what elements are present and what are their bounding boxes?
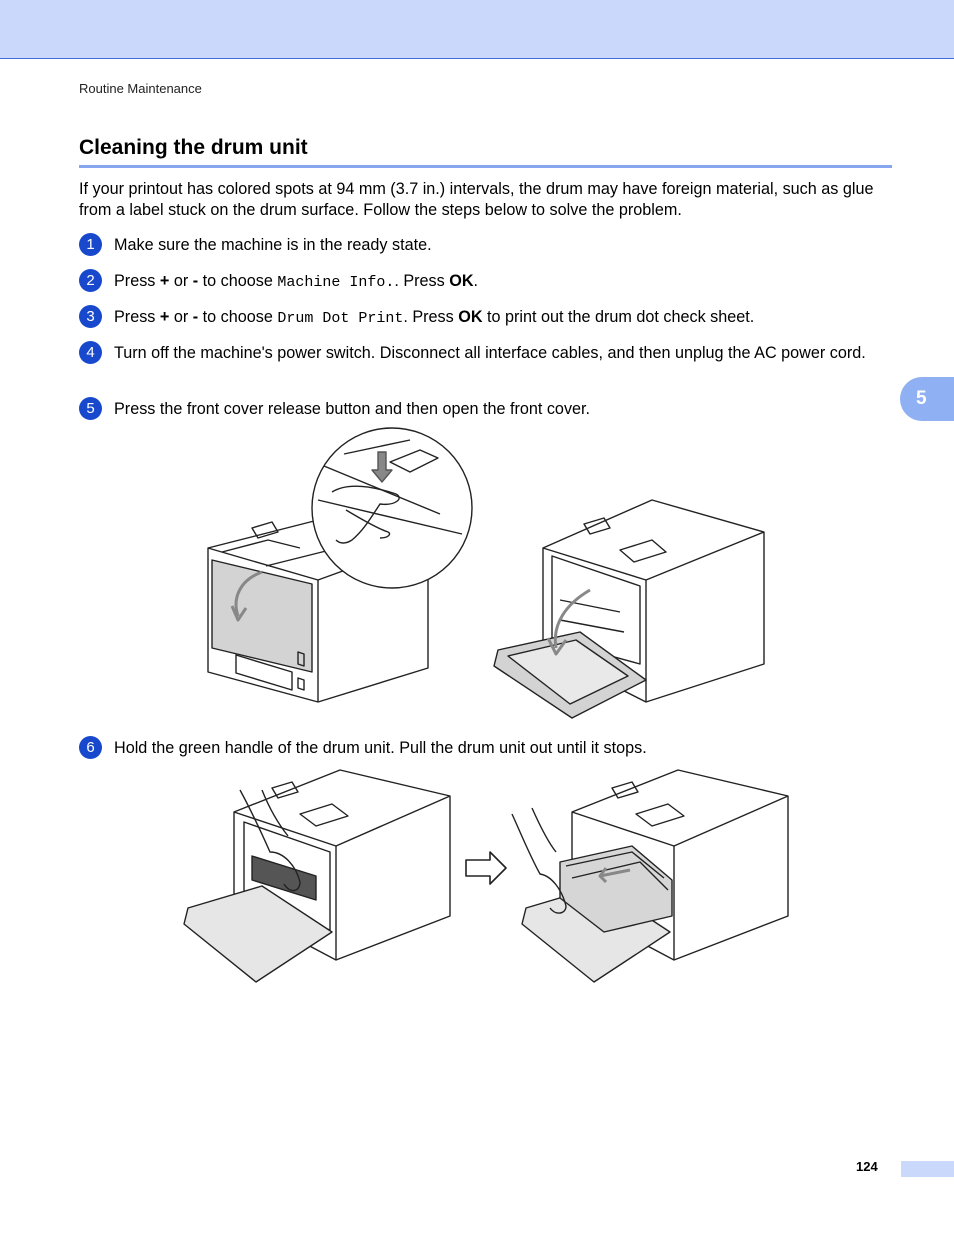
step-number: 4: [79, 341, 102, 364]
printer-illustration-open: [494, 500, 764, 718]
section-title: Cleaning the drum unit: [79, 136, 308, 159]
title-rule: [79, 165, 892, 168]
page-number: 124: [856, 1159, 878, 1174]
step-text: Press + or - to choose Drum Dot Print. Press OK to print out the drum dot check sheet.: [114, 308, 755, 327]
step-number: 5: [79, 397, 102, 420]
step-number: 2: [79, 269, 102, 292]
arrow-right-icon: [466, 852, 506, 884]
callout-magnifier: [312, 428, 472, 588]
step-number: 1: [79, 233, 102, 256]
figure-open-front-cover: [0, 424, 954, 724]
page-tab: [901, 1161, 954, 1177]
intro-paragraph: If your printout has colored spots at 94 mm (3.7 in.) intervals, the drum may have foreign material, such as glue from a label stuck on the drum surface. Follow the steps below to solve the problem.: [79, 180, 874, 219]
step-text: Press + or - to choose Machine Info.. Press OK.: [114, 272, 479, 291]
menu-item: Machine Info.: [277, 274, 395, 291]
printer-illustration-drum-in: [184, 770, 450, 982]
step-number: 6: [79, 736, 102, 759]
step-text: Make sure the machine is in the ready state.: [114, 236, 432, 254]
running-head: Routine Maintenance: [79, 81, 202, 96]
step-text: Turn off the machine's power switch. Disconnect all interface cables, and then unplug the AC power cord.: [114, 344, 866, 362]
chapter-tab: 5: [900, 377, 954, 421]
step-number: 3: [79, 305, 102, 328]
menu-item: Drum Dot Print: [277, 310, 404, 327]
figure-pull-drum-unit: [0, 766, 954, 988]
step-text: Press the front cover release button and then open the front cover.: [114, 400, 591, 418]
step-text: Hold the green handle of the drum unit. Pull the drum unit out until it stops.: [114, 739, 647, 757]
header-band: [0, 0, 954, 59]
printer-illustration-drum-out: [512, 770, 788, 982]
